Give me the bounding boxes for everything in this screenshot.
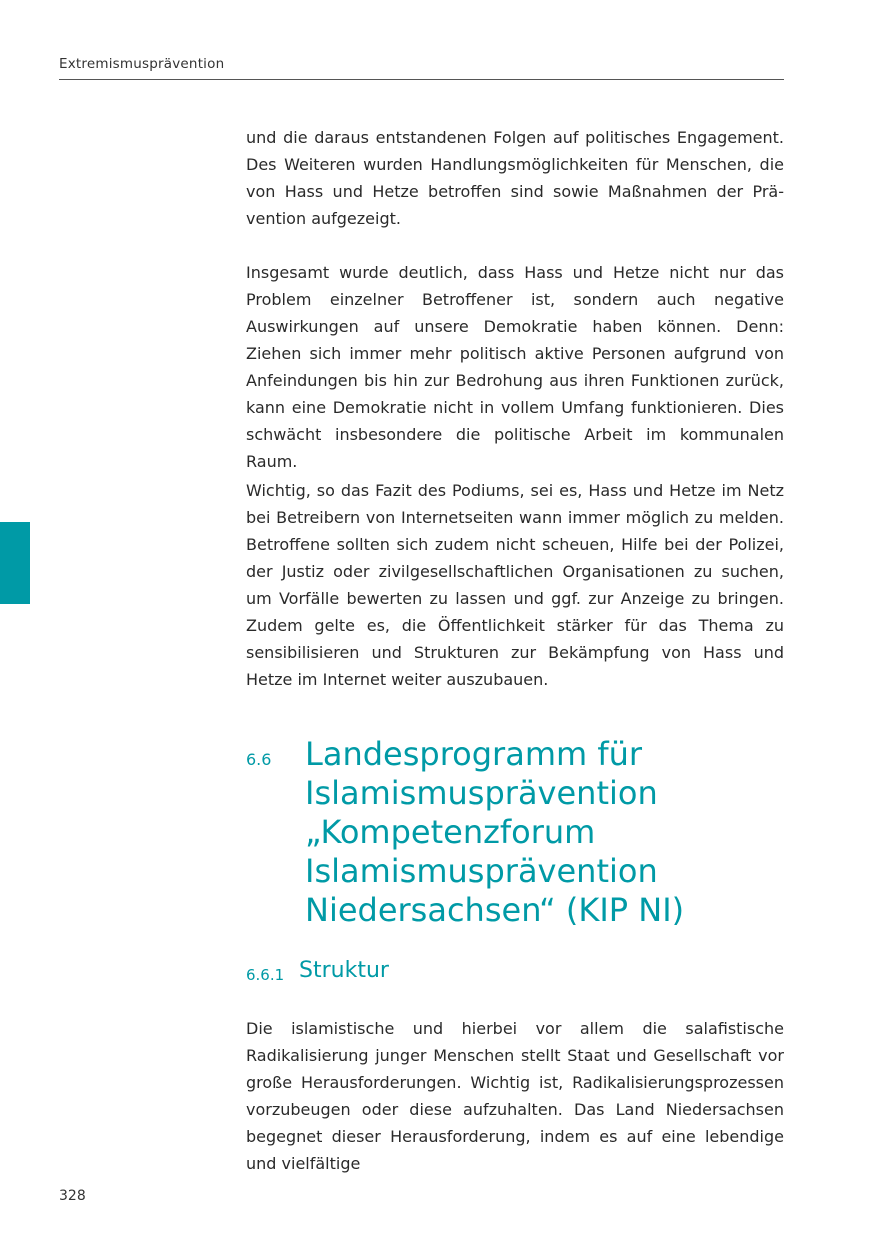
header-divider	[59, 79, 784, 80]
paragraph-3: Wichtig, so das Fazit des Podiums, sei es, Hass und Hetze im Netz bei Betreibern von Internetseiten wann immer möglich zu melden. Betroffene sollten sich zudem nicht scheuen, Hilfe bei der Polizei, der Justiz oder zivilgesellschaftlichen Organisationen zu suchen, um Vorfälle bewerten zu lassen und ggf. zur Anzeige zu bringen. Zudem gelte es, die Öffentlichkeit stärker für das Thema zu sensibilisieren und Strukturen zur Bekämpfung von Hass und Hetze im Internet weiter auszubauen.	[246, 481, 784, 689]
paragraph-2: Insgesamt wurde deutlich, dass Hass und Hetze nicht nur das Problem einzelner Betroffener ist, sondern auch negative Auswirkungen auf unsere Demokratie haben können. Denn: Ziehen sich immer mehr politisch aktive Personen aufgrund von Anfeindungen bis hin zur Bedrohung aus ihren Funktionen zurück, kann eine Demokratie nicht in vollem Umfang funktionieren. Dies schwächt insbesondere die politische Arbeit im kommunalen Raum.	[246, 263, 784, 471]
page-number: 328	[59, 1188, 86, 1204]
subsection-title: Struktur	[299, 958, 389, 983]
paragraph-4: Die islamistische und hierbei vor allem die salafistische Radikalisierung junger Menschen stellt Staat und Gesellschaft vor große Herausforderungen. Wichtig ist, Radikalisierungsprozessen vorzubeugen oder diese aufzuhalten. Das Land Niedersachsen begegnet dieser Herausforderung, indem es auf eine lebendige und vielfältige	[246, 1019, 784, 1173]
running-header: Extremismusprävention	[59, 56, 225, 72]
section-number: 6.6	[246, 750, 272, 769]
section-title: Landesprogramm für Islamismusprävention „Kompetenzforum Islamismusprävention Niedersachsen“ (KIP NI)	[305, 735, 685, 929]
paragraph-1: und die daraus entstandenen Folgen auf politisches Engagement. Des Weiteren wurden Handlungsmöglichkeiten für Menschen, die von Hass und Hetze betroffen sind sowie Maßnahmen der Prävention aufgezeigt.	[246, 128, 784, 228]
chapter-side-tab	[0, 522, 30, 604]
subsection-number: 6.6.1	[246, 966, 285, 984]
